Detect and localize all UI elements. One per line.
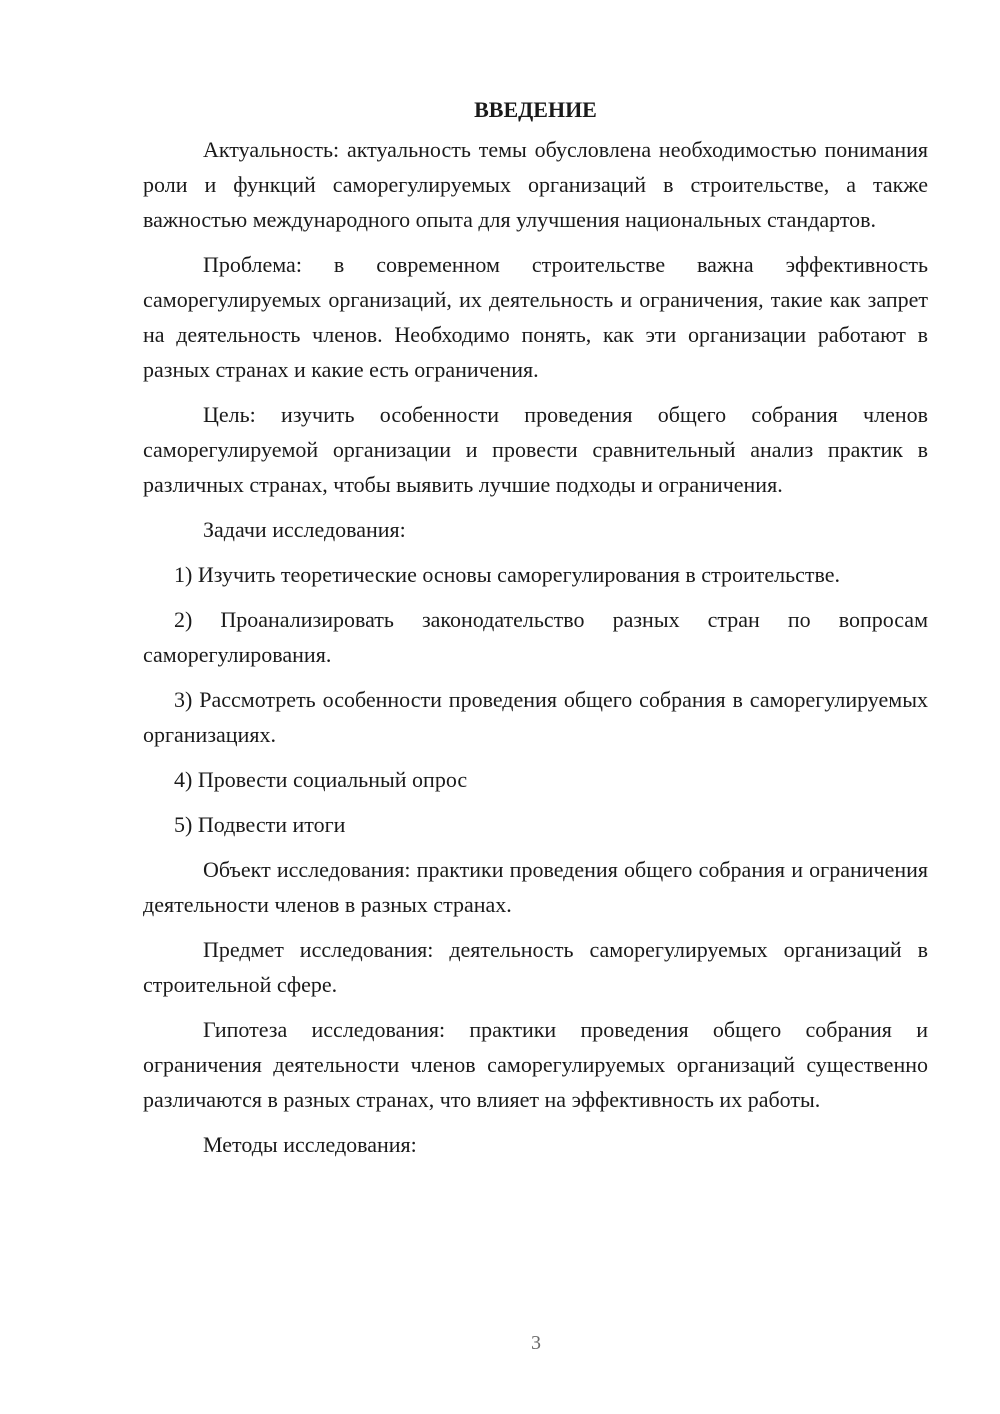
paragraph-object: Объект исследования: практики проведения общего собрания и ограничения деятельности членов в разных странах. [143, 857, 928, 917]
page-number: 3 [531, 1332, 541, 1354]
task-item-5: 5) Подвести итоги [174, 812, 346, 837]
document-page [143, 92, 928, 1172]
task-item-2: 2) Проанализировать законодательство разных стран по вопросам саморегулирования. [143, 607, 928, 667]
paragraph-goal: Цель: изучить особенности проведения общего собрания членов саморегулируемой организации и провести сравнительный анализ практик в различных странах, чтобы выявить лучшие подходы и ограничения. [143, 402, 928, 497]
paragraph-relevance: Актуальность: актуальность темы обусловлена необходимостью понимания роли и функций саморегулируемых организаций в строительстве, а также важностью международного опыта для улучшения национальных стандартов. [143, 137, 928, 232]
paragraph-hypothesis: Гипотеза исследования: практики проведения общего собрания и ограничения деятельности членов саморегулируемых организаций существенно различаются в разных странах, что влияет на эффективность их работы. [143, 1017, 928, 1112]
paragraph-methods: Методы исследования: [203, 1132, 417, 1157]
paragraph-tasks-heading: Задачи исследования: [203, 517, 406, 542]
paragraph-problem: Проблема: в современном строительстве важна эффективность саморегулируемых организаций, их деятельность и ограничения, такие как запрет на деятельность членов. Необходимо понять, как эти организации работают в разных странах и какие есть ограничения. [143, 252, 928, 382]
paragraph-subject: Предмет исследования: деятельность саморегулируемых организаций в строительной сфере. [143, 937, 928, 997]
section-title: ВВЕДЕНИЕ [474, 97, 597, 122]
task-item-3: 3) Рассмотреть особенности проведения общего собрания в саморегулируемых организациях. [143, 687, 928, 747]
task-item-1: 1) Изучить теоретические основы саморегулирования в строительстве. [174, 562, 841, 587]
task-item-4: 4) Провести социальный опрос [174, 767, 468, 792]
